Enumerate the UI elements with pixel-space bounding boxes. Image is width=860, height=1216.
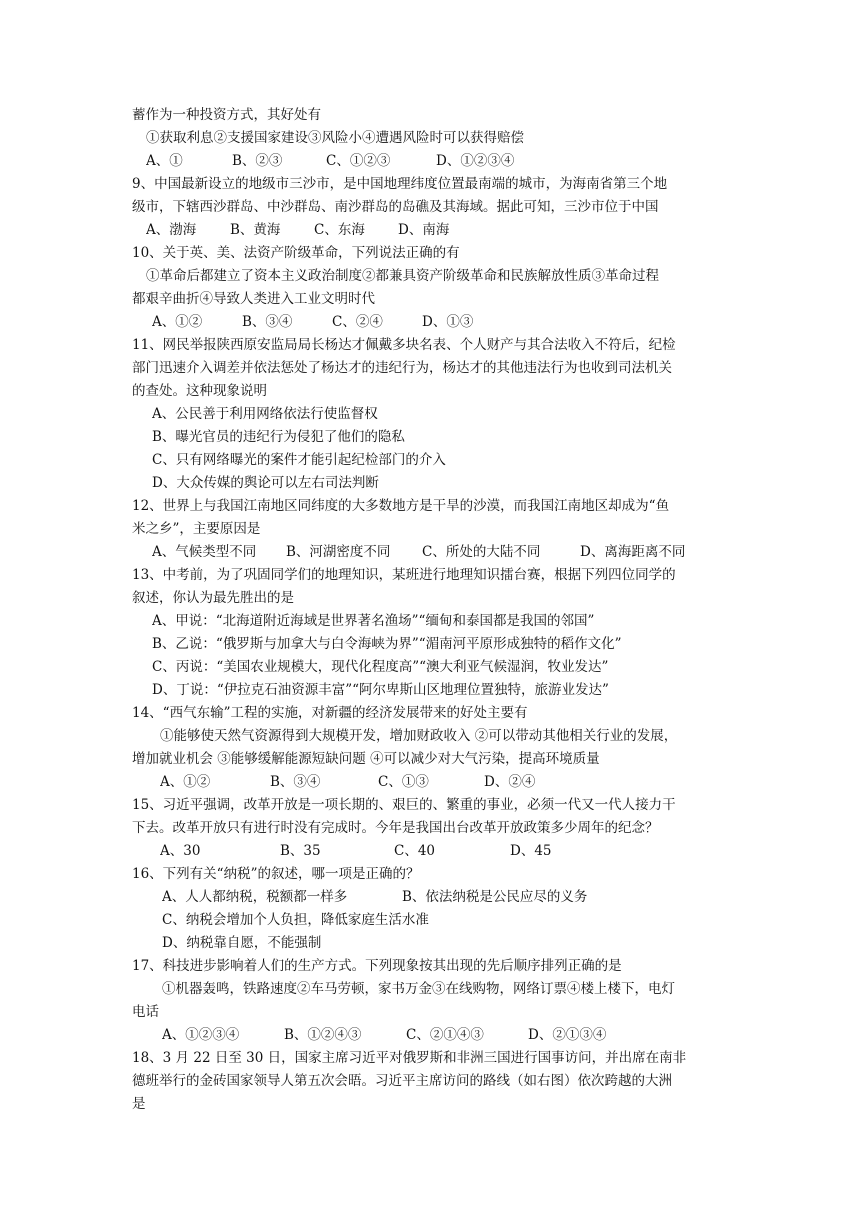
q17-options — [162, 1024, 782, 1046]
q8-statements: ①获取利息②支援国家建设③风险小④遭遇风险时可以获得赔偿 — [146, 130, 524, 146]
q16-stem: 16、下列有关“纳税”的叙述，哪一项是正确的？ — [132, 866, 420, 882]
q8-option-a: A、① — [146, 153, 183, 169]
q15-stem-2: 下去。改革开放只有进行时没有完成时。今年是我国出台改革开放政策多少周年的纪念？ — [132, 820, 659, 836]
q16-option-a: A、人人都纳税，税额都一样多 — [162, 889, 348, 905]
q8-options — [146, 150, 766, 172]
q9-option-d: D、南海 — [398, 222, 450, 238]
q12-option-b: B、河湖密度不同 — [286, 544, 391, 560]
q13-option-c: C、丙说：“美国农业规模大，现代化程度高”“澳大利亚气候湿润，牧业发达” — [152, 659, 609, 675]
q10-stem: 10、关于英、美、法资产阶级革命，下列说法正确的有 — [132, 245, 460, 261]
q13-option-b: B、乙说：“俄罗斯与加拿大与白令海峡为界”“湄南河平原形成独特的稻作文化” — [152, 636, 622, 652]
q11-stem-2: 部门迅速介入调差并依法惩处了杨达才的违纪行为，杨达才的其他违法行为也收到司法机关 — [132, 360, 672, 376]
q17-option-d: D、②①③④ — [528, 1027, 607, 1043]
q18-stem-1: 18、3 月 22 日至 30 日，国家主席习近平对俄罗斯和非洲三国进行国事访问，并出席在南非 — [132, 1050, 687, 1066]
q9-option-a: A、渤海 — [146, 222, 197, 238]
q11-option-b: B、曝光官员的违纪行为侵犯了他们的隐私 — [152, 429, 405, 445]
q17-option-b: B、①②④③ — [284, 1027, 362, 1043]
q14-statements-2: 增加就业机会 ③能够缓解能源短缺问题 ④可以减少对大气污染，提高环境质量 — [132, 751, 600, 767]
q10-statements-2: 都艰辛曲折④导致人类进入工业文明时代 — [132, 291, 375, 307]
q8-stem: 蓄作为一种投资方式，其好处有 — [132, 107, 321, 123]
q18-stem-2: 德班举行的金砖国家领导人第五次会晤。习近平主席访问的路线（如右图）依次跨越的大洲 — [132, 1073, 672, 1089]
q18-stem-3: 是 — [132, 1096, 146, 1112]
q17-stem: 17、科技进步影响着人们的生产方式。下列现象按其出现的先后顺序排列正确的是 — [132, 958, 622, 974]
q16-option-d: D、纳税靠自愿，不能强制 — [162, 935, 322, 951]
q14-option-b: B、③④ — [270, 774, 321, 790]
q11-stem-3: 的查处。这种现象说明 — [132, 383, 267, 399]
q16-options-ab — [162, 886, 782, 908]
q8-option-c: C、①②③ — [326, 153, 391, 169]
q15-option-c: C、40 — [394, 843, 436, 859]
q16-option-c: C、纳税会增加个人负担，降低家庭生活水准 — [162, 912, 429, 928]
q10-option-c: C、②④ — [332, 314, 383, 330]
q9-stem-2: 级市，下辖西沙群岛、中沙群岛、南沙群岛的岛礁及其海域。据此可知，三沙市位于中国 — [132, 199, 659, 215]
q9-stem-1: 9、中国最新设立的地级市三沙市，是中国地理纬度位置最南端的城市，为海南省第三个地 — [132, 176, 668, 192]
q11-option-d: D、大众传媒的舆论可以左右司法判断 — [152, 475, 379, 491]
q15-options — [160, 840, 780, 862]
q10-statements-1: ①革命后都建立了资本主义政治制度②都兼具资产阶级革命和民族解放性质③革命过程 — [146, 268, 659, 284]
q10-option-b: B、③④ — [242, 314, 293, 330]
q12-option-a: A、气候类型不同 — [152, 544, 257, 560]
q15-option-d: D、45 — [510, 843, 552, 859]
q12-option-d: D、离海距离不同 — [580, 544, 686, 560]
q13-stem-2: 叙述，你认为最先胜出的是 — [132, 590, 294, 606]
q12-stem-1: 12、世界上与我国江南地区同纬度的大多数地方是干旱的沙漠，而我国江南地区却成为“鱼 — [132, 498, 670, 514]
q17-option-c: C、②①④③ — [406, 1027, 484, 1043]
q17-statements-1: ①机器轰鸣，铁路速度②车马劳顿，家书万金③在线购物，网络订票④楼上楼下，电灯 — [162, 981, 675, 997]
q17-statements-2: 电话 — [132, 1004, 159, 1020]
q8-option-b: B、②③ — [232, 153, 283, 169]
q14-option-a: A、①② — [160, 774, 211, 790]
q11-stem-1: 11、网民举报陕西原安监局局长杨达才佩戴多块名表、个人财产与其合法收入不符后，纪检 — [132, 337, 676, 353]
q13-stem-1: 13、中考前，为了巩固同学们的地理知识，某班进行地理知识擂台赛，根据下列四位同学的 — [132, 567, 676, 583]
q14-option-d: D、②④ — [484, 774, 536, 790]
q14-options — [160, 771, 780, 793]
q8-option-d: D、①②③④ — [436, 153, 515, 169]
q14-statements-1: ①能够使天然气资源得到大规模开发，增加财政收入 ②可以带动其他相关行业的发展， — [160, 728, 678, 744]
q13-option-a: A、甲说：“北海道附近海域是世界著名渔场”“缅甸和泰国都是我国的邻国” — [152, 613, 595, 629]
q12-stem-2: 米之乡”，主要原因是 — [132, 521, 261, 537]
q9-options — [146, 219, 766, 241]
q10-options — [152, 311, 772, 333]
q11-option-a: A、公民善于利用网络依法行使监督权 — [152, 406, 378, 422]
q9-option-b: B、黄海 — [230, 222, 281, 238]
q17-option-a: A、①②③④ — [162, 1027, 240, 1043]
q15-stem-1: 15、习近平强调，改革开放是一项长期的、艰巨的、繁重的事业，必须一代又一代人接力干 — [132, 797, 676, 813]
q12-option-c: C、所处的大陆不同 — [422, 544, 541, 560]
q13-option-d: D、丁说：“伊拉克石油资源丰富”“阿尔卑斯山区地理位置独特，旅游业发达” — [152, 682, 609, 698]
q12-options — [152, 541, 772, 563]
q10-option-d: D、①③ — [422, 314, 474, 330]
q15-option-a: A、30 — [160, 843, 201, 859]
q14-stem: 14、“西气东输”工程的实施，对新疆的经济发展带来的好处主要有 — [132, 705, 528, 721]
q15-option-b: B、35 — [280, 843, 321, 859]
q14-option-c: C、①③ — [378, 774, 429, 790]
q10-option-a: A、①② — [152, 314, 203, 330]
q16-option-b: B、依法纳税是公民应尽的义务 — [402, 889, 588, 905]
q9-option-c: C、东海 — [314, 222, 365, 238]
q11-option-c: C、只有网络曝光的案件才能引起纪检部门的介入 — [152, 452, 446, 468]
